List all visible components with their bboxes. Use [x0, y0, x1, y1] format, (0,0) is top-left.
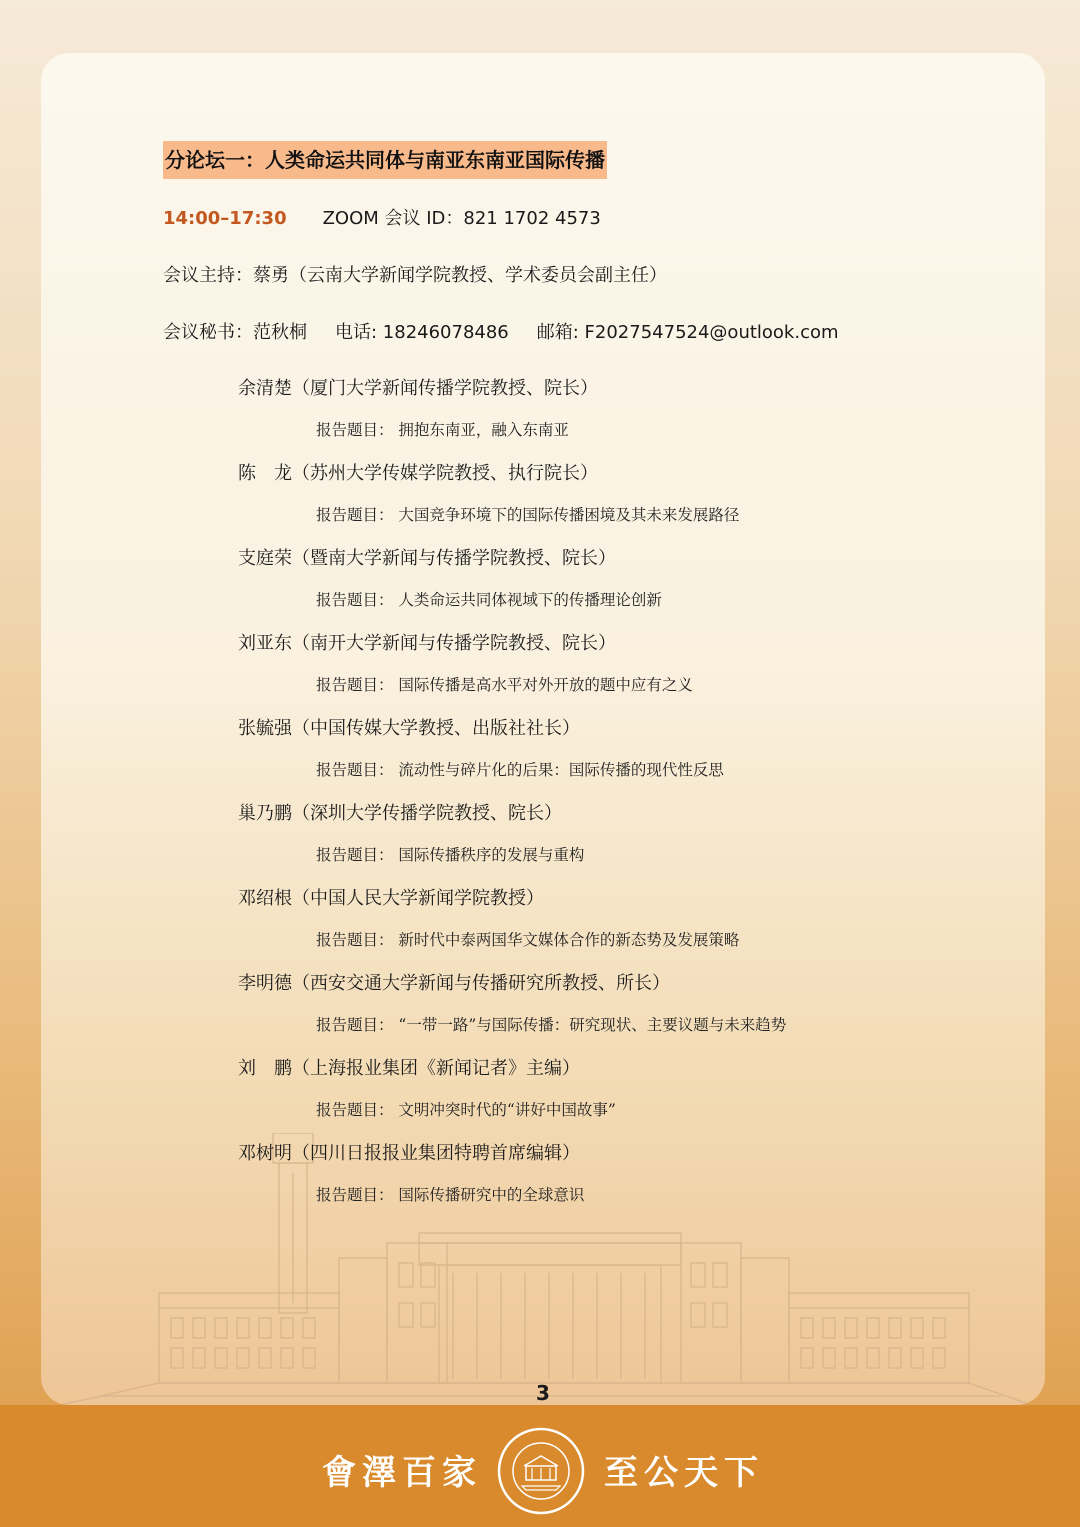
secretary-phone: 电话: 18246078486: [335, 322, 509, 343]
speaker-9: 刘 鹏（上海报业集团《新闻记者》主编）: [238, 1058, 580, 1079]
topic-1: 报告题目： 拥抱东南亚，融入东南亚: [316, 421, 569, 439]
secretary-email[interactable]: 邮箱: F2027547524@outlook.com: [536, 322, 839, 343]
topic-10: 报告题目： 国际传播研究中的全球意识: [316, 1186, 585, 1204]
meeting-info-line: [163, 204, 601, 230]
meeting-time: 14:00–17:30: [163, 208, 287, 229]
speaker-7: 邓绍根（中国人民大学新闻学院教授）: [238, 888, 544, 909]
meeting-host: 会议主持：蔡勇（云南大学新闻学院教授、学术委员会副主任）: [163, 265, 667, 286]
topic-3: 报告题目： 人类命运共同体视域下的传播理论创新: [316, 591, 662, 609]
page-number: 3: [536, 1381, 550, 1405]
motto-left: 會澤百家: [322, 1453, 482, 1493]
topic-4: 报告题目： 国际传播是高水平对外开放的题中应有之义: [316, 676, 693, 694]
speaker-5: 张毓强（中国传媒大学教授、出版社社长）: [238, 718, 580, 739]
content-card: [41, 53, 1045, 1405]
speaker-10: 邓树明（四川日报报业集团特聘首席编辑）: [238, 1143, 580, 1164]
topic-9: 报告题目： 文明冲突时代的“讲好中国故事”: [316, 1101, 616, 1119]
topic-8: 报告题目： “一带一路”与国际传播：研究现状、主要议题与未来趋势: [316, 1016, 787, 1034]
forum-title: 分论坛一：人类命运共同体与南亚东南亚国际传播: [163, 141, 607, 179]
university-emblem-icon: [496, 1426, 586, 1516]
speaker-3: 支庭荣（暨南大学新闻与传播学院教授、院长）: [238, 548, 616, 569]
topic-6: 报告题目： 国际传播秩序的发展与重构: [316, 846, 585, 864]
topic-2: 报告题目： 大国竞争环境下的国际传播困境及其未来发展路径: [316, 506, 740, 524]
topic-7: 报告题目： 新时代中泰两国华文媒体合作的新态势及发展策略: [316, 931, 740, 949]
meeting-secretary-line: [163, 318, 839, 344]
speaker-1: 余清楚（厦门大学新闻传播学院教授、院长）: [238, 378, 598, 399]
meeting-secretary: 会议秘书：范秋桐: [163, 322, 307, 343]
motto-right: 至公天下: [604, 1453, 764, 1493]
university-building-illustration: [41, 1133, 1045, 1405]
speaker-8: 李明德（西安交通大学新闻与传播研究所教授、所长）: [238, 973, 670, 994]
topic-5: 报告题目： 流动性与碎片化的后果：国际传播的现代性反思: [316, 761, 724, 779]
speaker-4: 刘亚东（南开大学新闻与传播学院教授、院长）: [238, 633, 616, 654]
speaker-2: 陈 龙（苏州大学传媒学院教授、执行院长）: [238, 463, 598, 484]
zoom-meeting-id: ZOOM 会议 ID：821 1702 4573: [322, 208, 601, 229]
speaker-6: 巢乃鹏（深圳大学传播学院教授、院长）: [238, 803, 562, 824]
